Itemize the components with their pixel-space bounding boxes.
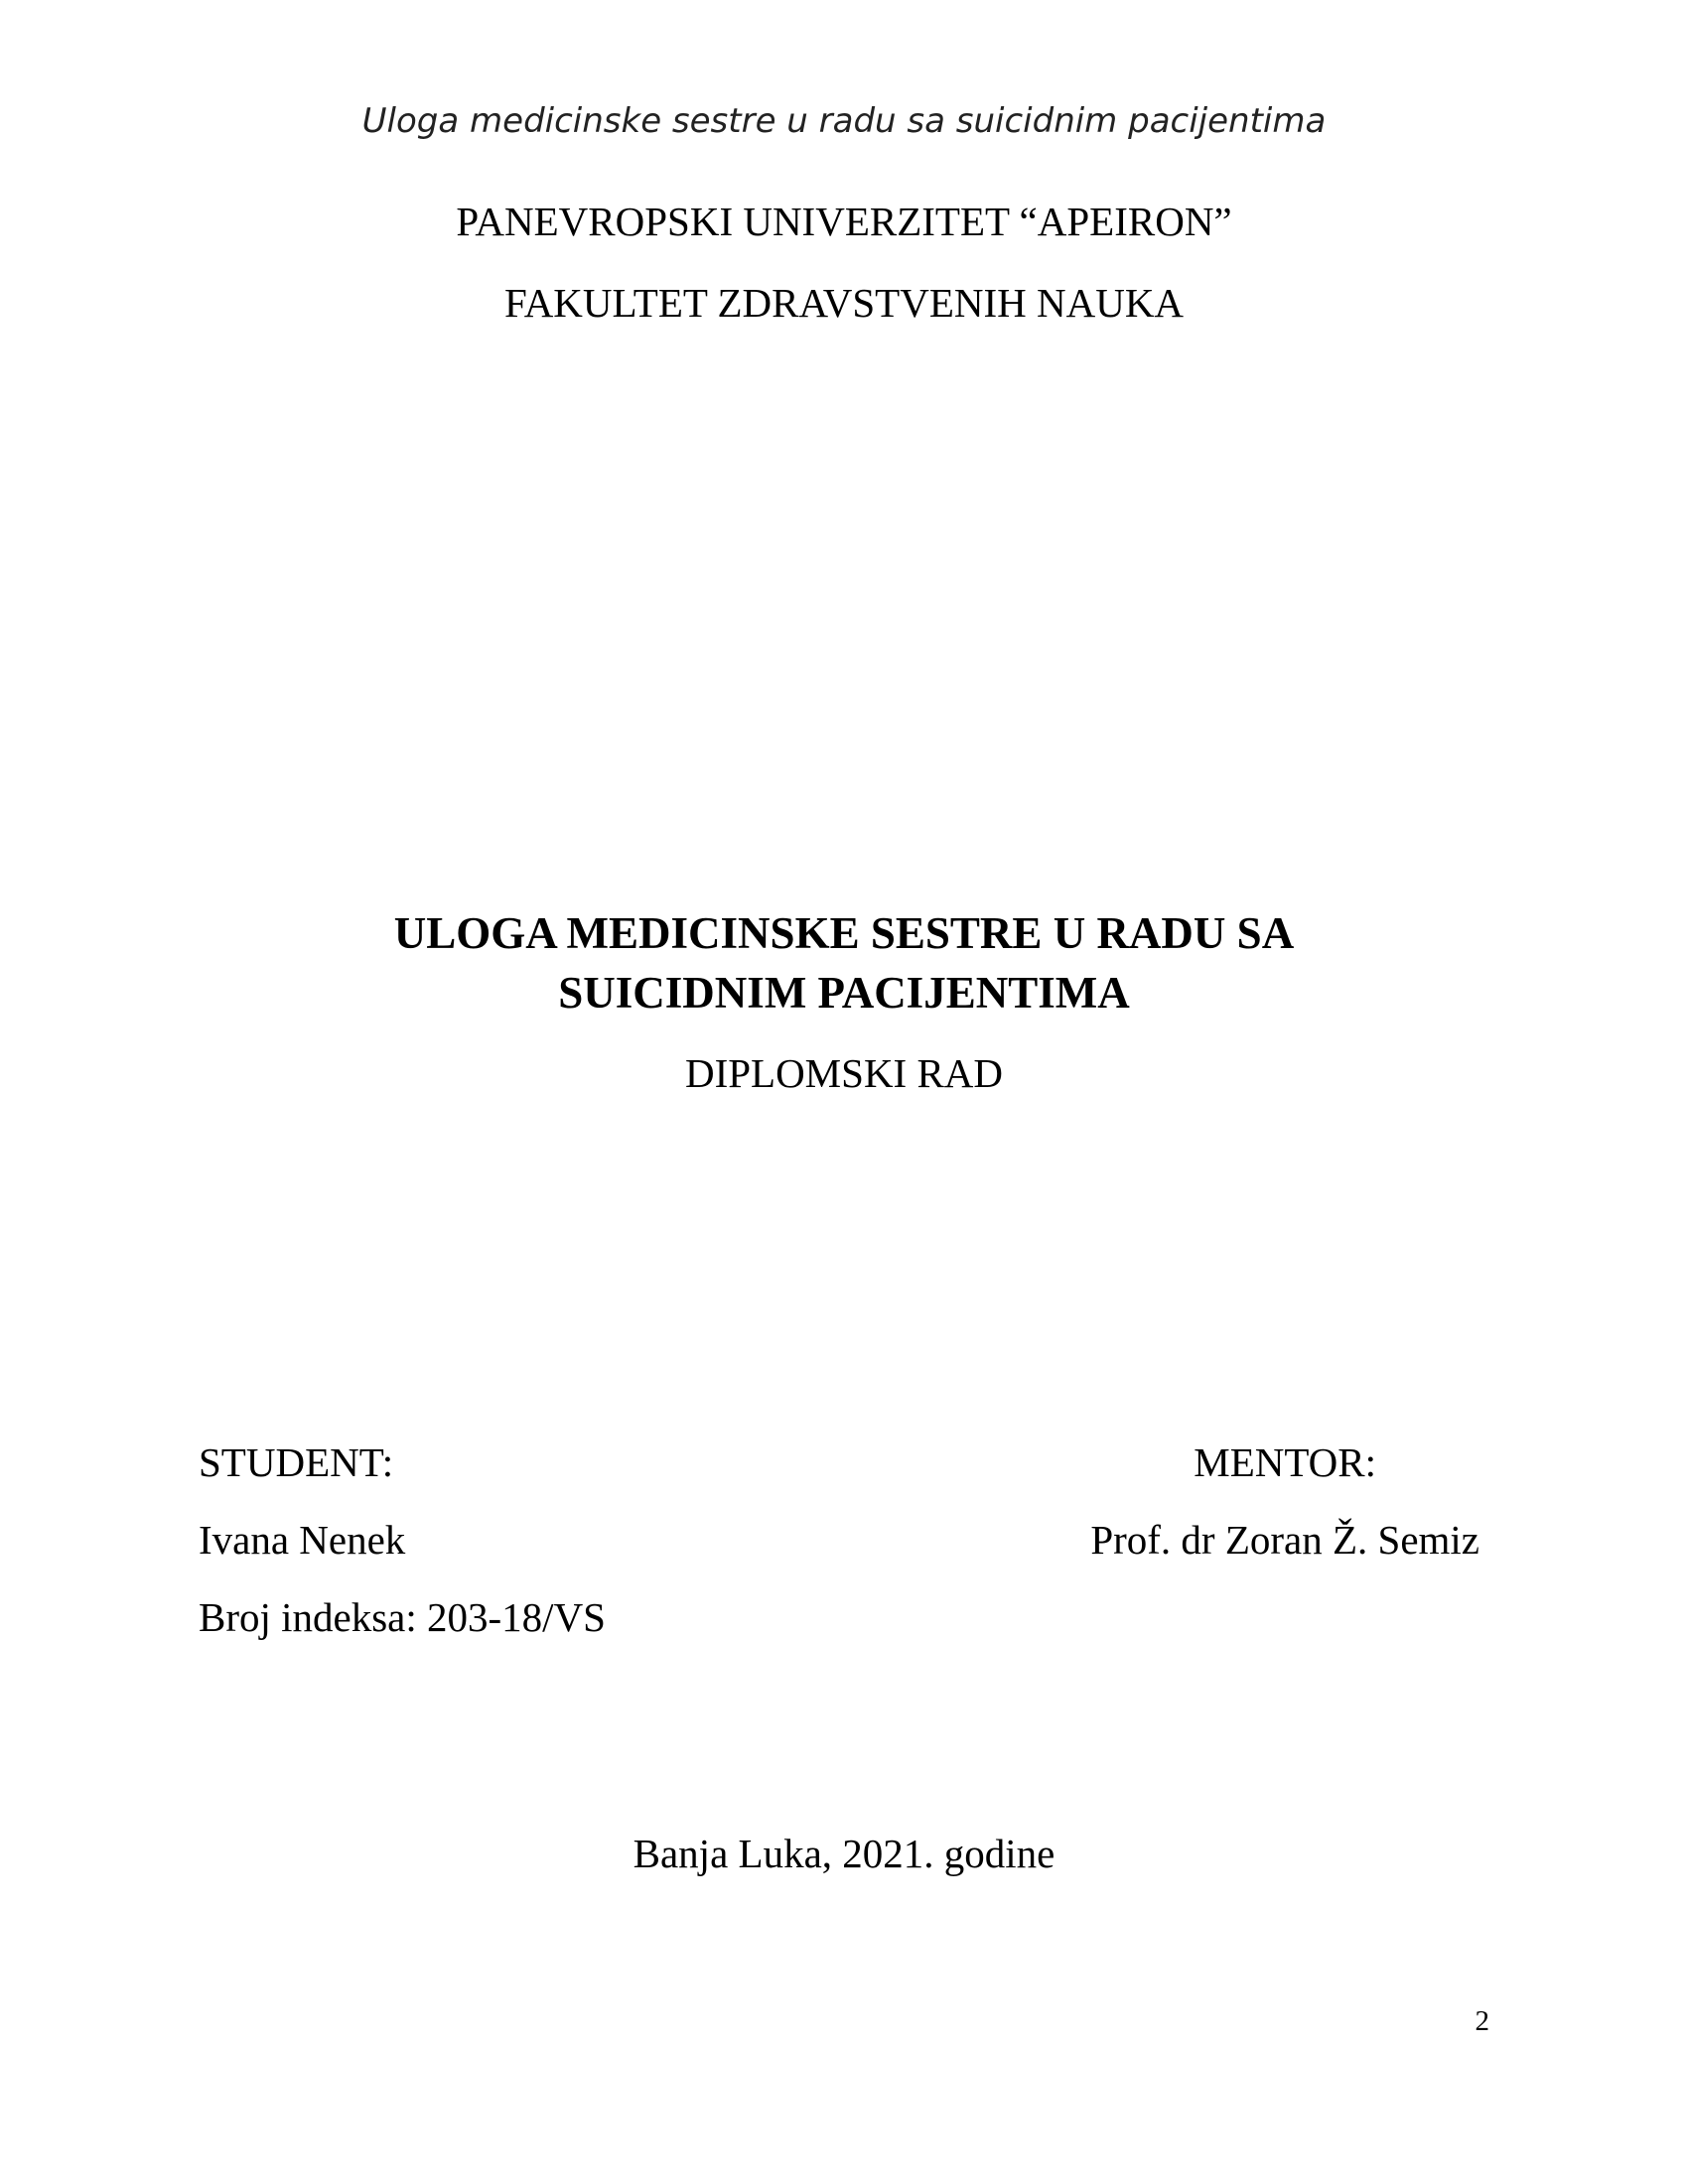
thesis-title-line-2: SUICIDNIM PACIJENTIMA (558, 968, 1130, 1018)
running-header: Uloga medicinske sestre u radu sa suicidnim pacijentima (361, 101, 1327, 141)
mentor-label: MENTOR: (1194, 1439, 1377, 1485)
student-label: STUDENT: (199, 1439, 394, 1485)
student-block (199, 1437, 606, 1670)
faculty-name: FAKULTET ZDRAVSTVENIH NAUKA (503, 280, 1185, 326)
mentor-name: Prof. dr Zoran Ž. Semiz (1090, 1517, 1479, 1563)
page-number: 2 (1475, 2005, 1489, 2037)
student-name: Ivana Nenek (199, 1517, 406, 1563)
university-name: PANEVROPSKI UNIVERZITET “APEIRON” (456, 199, 1232, 244)
place-date: Banja Luka, 2021. godine (633, 1831, 1055, 1876)
thesis-type: DIPLOMSKI RAD (684, 1050, 1004, 1096)
thesis-title (0, 903, 1688, 1023)
mentor-block (1090, 1437, 1479, 1592)
thesis-title-line-1: ULOGA MEDICINSKE SESTRE U RADU SA (393, 908, 1295, 958)
student-index: Broj indeksa: 203-18/VS (199, 1594, 606, 1640)
